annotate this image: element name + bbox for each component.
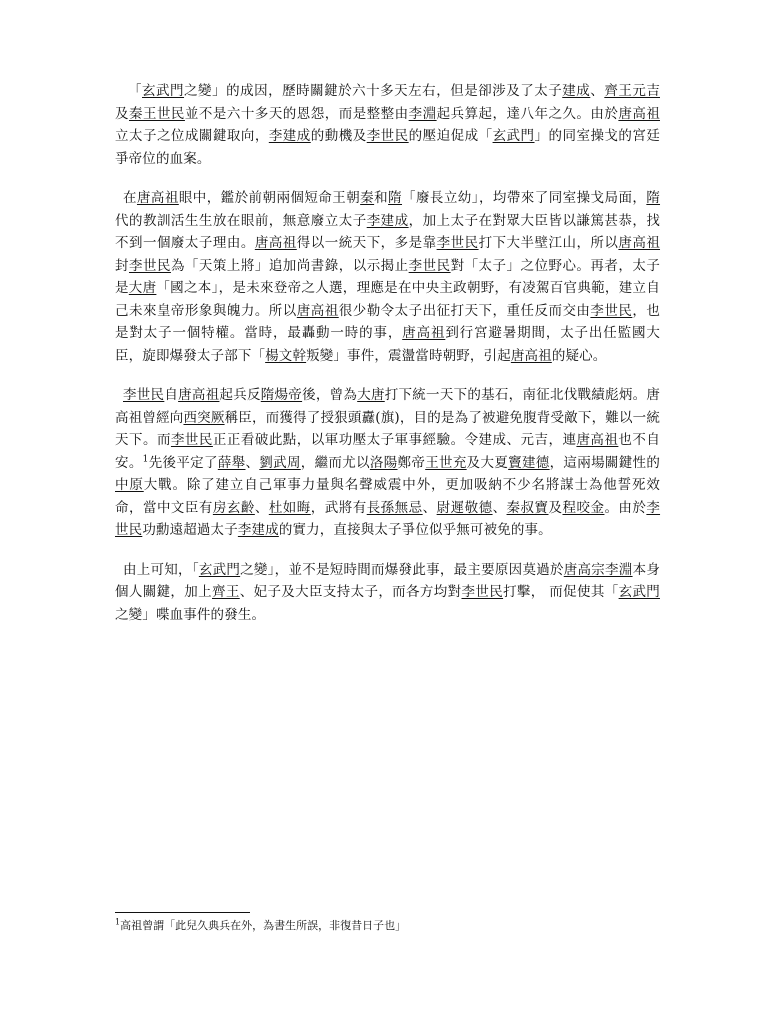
underlined-term: 唐高祖 xyxy=(510,347,552,364)
text-run: 、 xyxy=(422,499,437,516)
paragraph-4 xyxy=(115,559,660,627)
underlined-term: 唐高宗 xyxy=(563,561,606,578)
text-run: 並不是六十多天的恩怨，而是整整由 xyxy=(184,105,409,122)
text-run: 的疑心。 xyxy=(551,347,607,364)
text-run: 叛變」事件，震盪當時朝野，引起 xyxy=(306,347,511,364)
text-run: 到行宮避暑期間，太子出任監國大臣，旋即爆發太子部下「 xyxy=(115,325,661,364)
text-run: 、妃子及大臣支持太子，而各方均對 xyxy=(239,584,462,600)
document-body xyxy=(115,80,660,643)
underlined-term: 隋 xyxy=(388,190,403,206)
underlined-term: 洛陽 xyxy=(369,454,398,471)
text-run: 「國之本」，是未來登帝之人選，理應是在中央主政朝野，有凌駕百官典範，建立自己未來皇帝形象與魄力。所以 xyxy=(115,280,660,319)
underlined-term: 齊王元吉 xyxy=(604,83,660,99)
text-run: 稱臣，而獲得了授狠頭纛(旗)，目的是為了被避免腹背受敵下，難以一統天下。而 xyxy=(115,409,661,448)
text-run: 鄭帝 xyxy=(397,454,426,471)
footnote-text: 高祖曾謂「此兒久典兵在外，為書生所誤，非復昔日子也」 xyxy=(120,919,407,932)
underlined-term: 李淵 xyxy=(605,561,633,578)
text-run: 先後平定了 xyxy=(148,454,218,471)
underlined-term: 秦叔寶 xyxy=(506,499,549,516)
underlined-term: 唐高祖 xyxy=(136,190,179,206)
underlined-term: 尉遲敬德 xyxy=(436,499,493,516)
text-run: ，加上太子在對眾大臣皆以謙篤甚恭，找不到一個廢太子理由。 xyxy=(115,212,660,251)
text-run: 功勳遠超過太子 xyxy=(142,522,238,538)
underlined-term: 唐高祖 xyxy=(618,235,661,251)
paragraph-2 xyxy=(115,187,660,367)
underlined-term: 大唐 xyxy=(357,387,385,403)
underlined-term: 李建成 xyxy=(237,522,279,538)
underlined-term: 杜如晦 xyxy=(268,499,311,516)
footnote xyxy=(115,912,660,934)
underlined-term: 李建成 xyxy=(366,212,409,229)
underlined-term: 李世民 xyxy=(590,302,633,319)
underlined-term: 王世充 xyxy=(425,454,467,471)
text-run: ，這兩場關鍵性的 xyxy=(549,454,661,471)
text-run: 及 xyxy=(115,105,129,122)
underlined-term: 建成 xyxy=(562,83,591,99)
underlined-term: 玄武門 xyxy=(492,128,535,144)
text-run: 在 xyxy=(123,190,137,206)
underlined-term: 西突厥 xyxy=(183,409,225,426)
paragraph-1 xyxy=(115,80,660,170)
underlined-term: 李世民 xyxy=(461,584,504,600)
underlined-term: 程咬金 xyxy=(562,499,605,516)
text-run: 大戰。除了建立自己軍事力量與名聲威震中外，更加吸納不少名將謀士為他誓死效命，當中文臣有 xyxy=(115,477,660,516)
underlined-term: 唐高祖 xyxy=(576,432,619,448)
text-run: 的實力，直接與太子爭位似乎無可被免的事。 xyxy=(278,522,552,538)
text-run: 的壓迫促成「 xyxy=(408,128,493,144)
text-run: 立太子之位成關鍵取向， xyxy=(115,128,269,144)
underlined-term: 秦王世民 xyxy=(128,105,185,122)
underlined-term: 房玄齡 xyxy=(212,499,255,516)
underlined-term: 竇建德 xyxy=(508,454,550,471)
text-run: 本身個人關鍵，加上 xyxy=(115,561,660,600)
text-run: 打擊， 而促使其「 xyxy=(503,584,619,600)
text-run: 正正看破此點，以軍功壓太子軍事經驗。令建成、元吉，連 xyxy=(212,432,577,448)
text-run: 封 xyxy=(115,257,129,274)
underlined-term: 李淵 xyxy=(408,105,437,122)
text-run: 「廢長立幼」，均帶來了同室操戈局面， xyxy=(402,190,647,206)
text-run: 「 xyxy=(128,83,143,99)
text-run: 和 xyxy=(374,190,389,206)
underlined-term: 唐高祖 xyxy=(296,302,339,319)
text-run: 代的教訓活生生放在眼前，無意廢立太子 xyxy=(115,212,367,229)
underlined-term: 唐高祖 xyxy=(402,325,446,341)
underlined-term: 玄武門 xyxy=(618,584,660,600)
footnote-ref: 1 xyxy=(142,454,149,464)
underlined-term: 唐高祖 xyxy=(254,235,297,251)
footnote-separator xyxy=(115,912,250,913)
text-run: 的動機及 xyxy=(310,128,367,144)
text-run: 後，曾為 xyxy=(302,387,358,403)
text-run: ，也是對太子一個特權。當時，最轟動一時的事， xyxy=(115,302,661,341)
text-run: 打下大半壁江山，所以 xyxy=(478,235,619,251)
text-run: 及大夏 xyxy=(466,454,509,471)
underlined-term: 隋煬帝 xyxy=(260,387,303,403)
text-run: 起兵算起，達八年之久。由於 xyxy=(436,105,619,122)
underlined-term: 玄武門 xyxy=(142,83,185,99)
text-run: 。由於 xyxy=(604,499,647,516)
text-run: 」的同室操戈的宮廷爭帝位的血案。 xyxy=(115,128,661,167)
text-run: 、 xyxy=(492,499,507,516)
text-run: 自 xyxy=(164,387,179,403)
underlined-term: 李世民 xyxy=(408,257,451,274)
text-run: 、 xyxy=(245,454,260,471)
underlined-term: 楊文幹 xyxy=(265,347,307,364)
underlined-term: 李世民 xyxy=(436,235,479,251)
underlined-term: 薛舉 xyxy=(217,454,246,471)
underlined-term: 長孫無忌 xyxy=(366,499,423,516)
underlined-term: 劉武周 xyxy=(259,454,301,471)
text-run: 由上可知，「 xyxy=(123,561,199,578)
text-run: 、 xyxy=(254,499,269,516)
text-run: 之變」喋血事件的發生。 xyxy=(115,606,266,623)
text-run: 及 xyxy=(548,499,563,516)
text-run: 打下統一天下的基石，南征北伐戰績彪炳。唐高祖曾經向 xyxy=(115,387,661,426)
paragraph-3 xyxy=(115,384,660,542)
underlined-term: 唐高祖 xyxy=(178,387,220,403)
underlined-term: 中原 xyxy=(115,477,144,493)
text-run: 之變」，並不是短時間而爆發此事，最主要原因莫過於 xyxy=(240,561,564,578)
text-run: 得以一統天下，多是靠 xyxy=(296,235,437,251)
text-run: 很少勒令太子出征打天下，重任反而交由 xyxy=(338,302,591,319)
underlined-term: 齊王 xyxy=(212,584,240,600)
text-run: 為「天策上將」追加尚書錄，以示揭止 xyxy=(170,257,409,274)
underlined-term: 唐高祖 xyxy=(618,105,660,122)
underlined-term: 李世民 xyxy=(115,499,661,538)
text-run: 眼中，鑑於前朝兩個短命王朝 xyxy=(178,190,361,206)
text-run: 對「太子」之位野心。再者，太子是 xyxy=(115,257,660,296)
text-run: 也不自安。 xyxy=(115,432,661,471)
underlined-term: 李建成 xyxy=(268,128,311,144)
text-run: 、 xyxy=(590,83,605,99)
text-run: ，武將有 xyxy=(310,499,367,516)
underlined-term: 玄武門 xyxy=(198,561,241,578)
underlined-term: 李世民 xyxy=(170,432,213,448)
text-run: ，繼而尤以 xyxy=(300,454,370,471)
text-run: 之變」的成因，歷時關鍵於六十多天左右，但是卻涉及了太子 xyxy=(184,83,563,99)
underlined-term: 李世民 xyxy=(123,387,165,403)
footnote-mark: 1 xyxy=(115,917,121,927)
underlined-term: 李世民 xyxy=(128,257,171,274)
underlined-term: 秦 xyxy=(360,190,375,206)
underlined-term: 大唐 xyxy=(128,280,157,296)
underlined-term: 隋 xyxy=(646,190,661,206)
text-run: 起兵反 xyxy=(219,387,261,403)
underlined-term: 李世民 xyxy=(366,128,409,144)
